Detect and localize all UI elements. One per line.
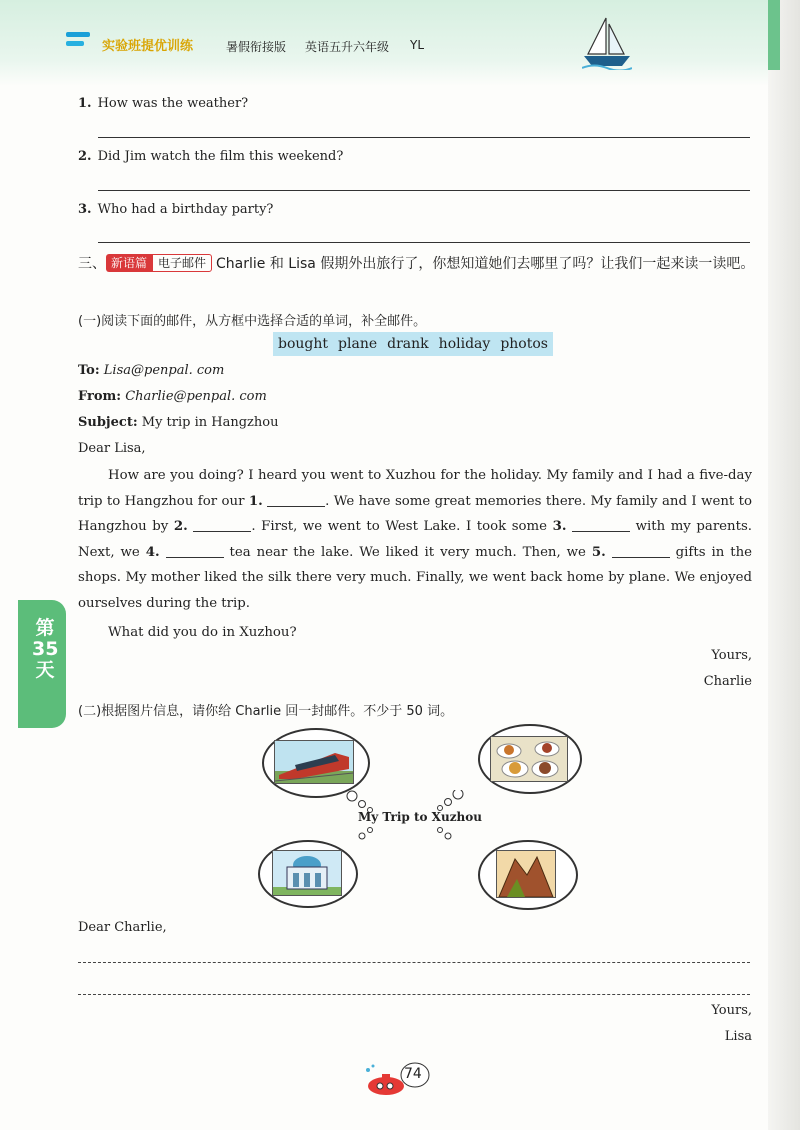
word-bank-item: plane [338,336,378,352]
question-2: 2. Did Jim watch the film this weekend? [78,149,344,164]
brand-logo-icon [66,30,92,50]
page-number: 74 [362,1058,442,1102]
day-tab: 第35天 [18,600,66,728]
reply-closing: Yours, [711,1003,752,1018]
building-icon [272,850,342,896]
publisher-code: YL [410,38,425,52]
reply-greeting: Dear Charlie, [78,920,167,935]
sailboat-icon [582,16,632,70]
reply-signer: Lisa [724,1029,752,1044]
email-closing: Yours, [711,648,752,663]
food-icon [490,736,568,782]
writing-line-1[interactable] [78,962,750,963]
email-subject: Subject: My trip in Hangzhou [78,415,279,430]
blank-5[interactable] [612,544,670,558]
blank-4[interactable] [166,544,224,558]
answer-line-1[interactable] [98,137,750,138]
blank-3[interactable] [572,518,630,532]
mountain-icon [496,850,556,898]
grade-label: 英语五升六年级 [305,40,390,54]
question-3: 3. Who had a birthday party? [78,202,274,217]
word-bank-item: drank [387,336,429,352]
train-icon [274,740,354,784]
email-greeting: Dear Lisa, [78,441,146,456]
page-edge [768,0,800,1130]
brand-title: 实验班提优训练 [102,39,194,54]
word-bank-item: photos [500,336,548,352]
section-3-heading: 三、 新语篇 电子邮件 Charlie 和 Lisa 假期外出旅行了，你想知道她们去哪里了吗？让我们一起来读一读吧。 [78,256,755,272]
part-2-instruction: (二)根据图片信息，请你给 Charlie 回一封邮件。不少于 50 词。 [78,704,454,719]
writing-line-2[interactable] [78,994,750,995]
word-bank-item: holiday [438,336,491,352]
email-body: How are you doing? I heard you went to Xuzhou for the holiday. My family and I had a five-day trip to Hangzhou for our 1. . We have some great memories there. My family and I went to Hangzhou by 2. . First, we went to West Lake. I took some 3. with my parents. Next, we 4. tea near the lake. We liked it very much. Then, we 5. gifts in the shops. My mother liked the silk there very much. Finally, we went back home by plane. We enjoyed ourselves during the trip. [78,468,753,611]
blank-1[interactable] [267,493,325,507]
email-to: To: Lisa@penpal. com [78,363,225,378]
blank-2[interactable] [193,518,251,532]
word-bank-item: bought [278,336,329,352]
mind-map-title: My Trip to Xuzhou [358,810,482,824]
edition-label: 暑假衔接版 [226,40,287,54]
email-from: From: Charlie@penpal. com [78,389,267,404]
question-1: 1. How was the weather? [78,96,249,111]
answer-line-3[interactable] [98,242,750,243]
page-header [0,0,800,86]
email-question: What did you do in Xuzhou? [108,625,297,640]
new-text-badge: 新语篇 [106,254,152,272]
word-bank [273,332,553,356]
part-1-instruction: (一)阅读下面的邮件，从方框中选择合适的单词，补全邮件。 [78,314,427,329]
answer-line-2[interactable] [98,190,750,191]
email-type-badge: 电子邮件 [152,254,212,272]
email-signer: Charlie [703,674,752,689]
